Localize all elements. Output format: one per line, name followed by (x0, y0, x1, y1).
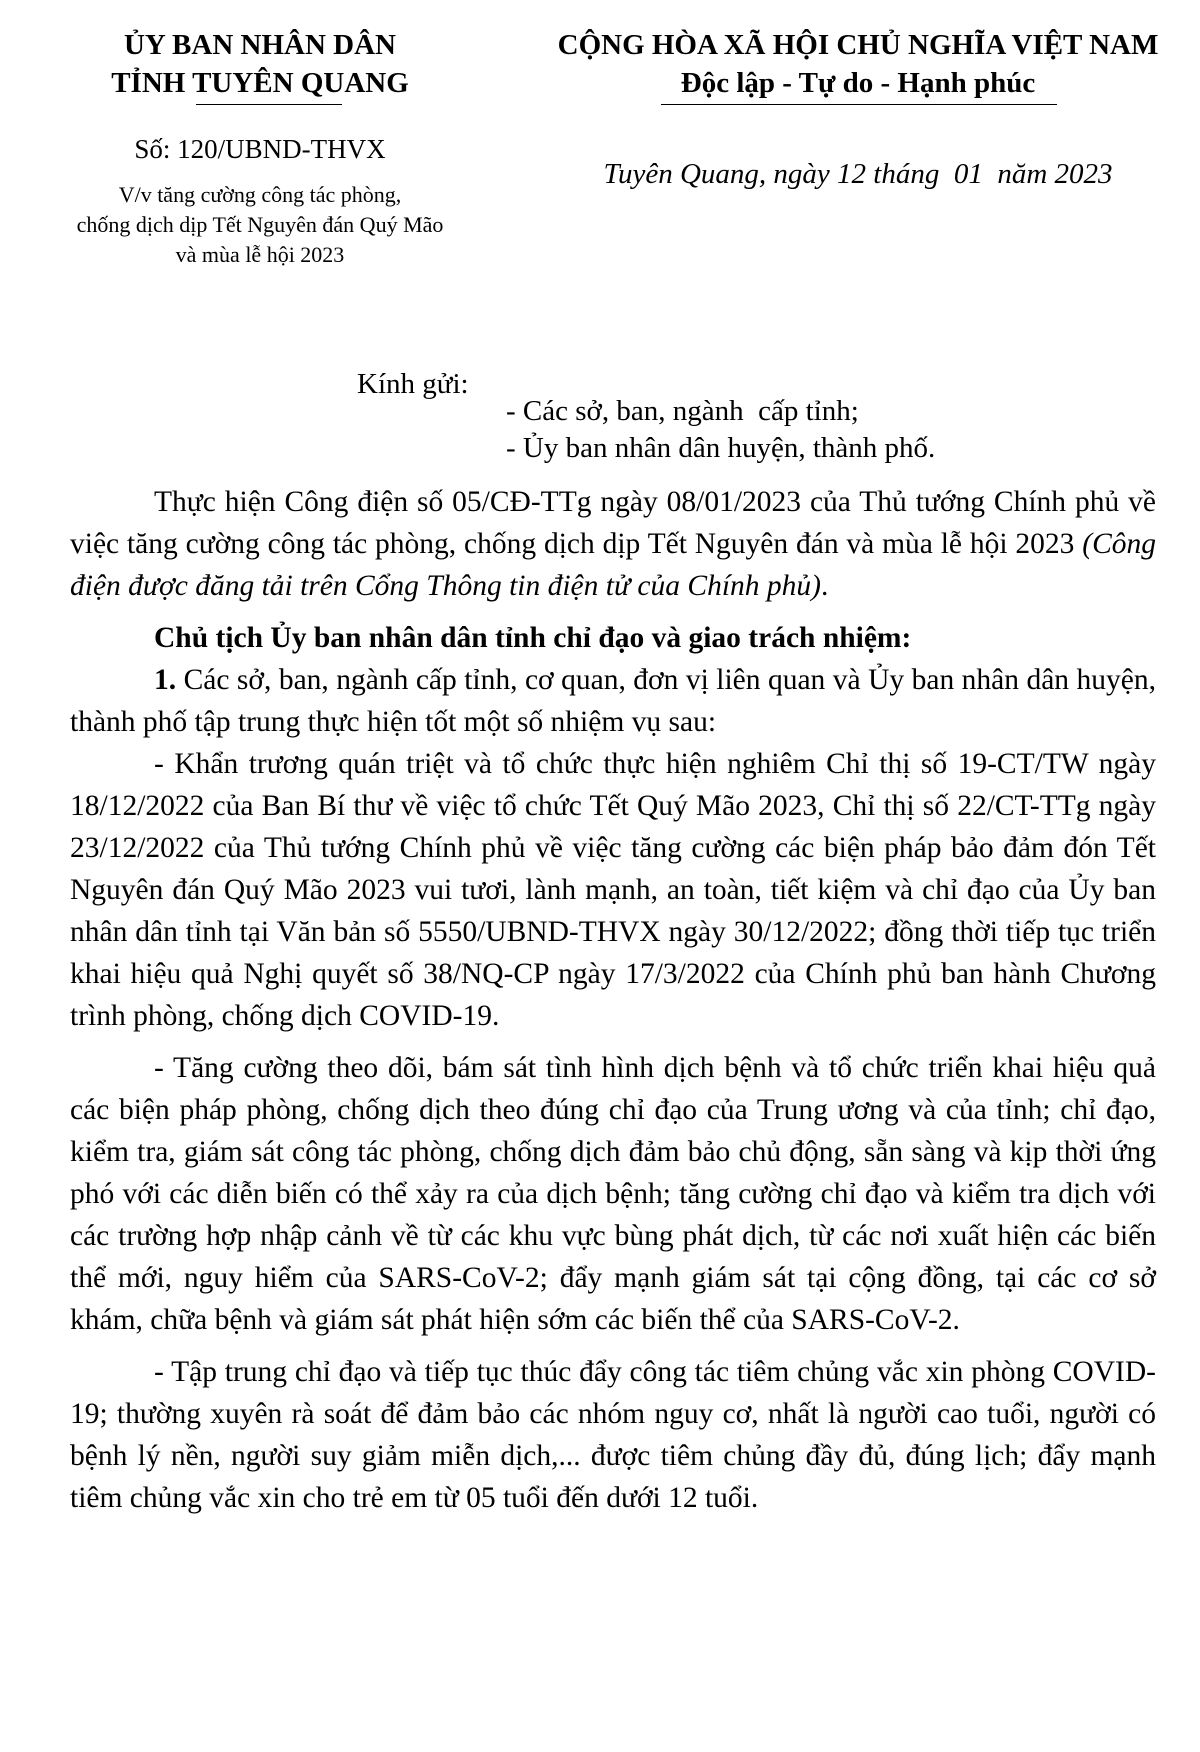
agency-name-line1: ỦY BAN NHÂN DÂN (123, 29, 396, 61)
recipients-label: Kính gửi: (357, 368, 469, 400)
document-number: Số: 120/UBND-THVX (134, 134, 386, 164)
intro-paragraph (70, 481, 1156, 607)
intro-text: Thực hiện Công điện số 05/CĐ-TTg ngày 08/01/2023 của Thủ tướng Chính phủ về việc tăng cường công tác phòng, chống dịch dịp Tết Nguyên đán và mùa lễ hội 2023 (70, 486, 1156, 560)
item-1-number: 1. (154, 664, 177, 696)
document-subject (30, 180, 490, 270)
intro-end: . (820, 570, 829, 602)
bullet-paragraph: - Tập trung chỉ đạo và tiếp tục thúc đẩy công tác tiêm chủng vắc xin phòng COVID-19; thường xuyên rà soát để đảm bảo các nhóm nguy cơ, nhất là người cao tuổi, người có bệnh lý nền, người suy giảm miễn dịch,... được tiêm chủng đầy đủ, đúng lịch; đẩy mạnh tiêm chủng vắc xin cho trẻ em từ 05 tuổi đến dưới 12 tuổi. (70, 1356, 1156, 1514)
item-1-text: Các sở, ban, ngành cấp tỉnh, cơ quan, đơn vị liên quan và Ủy ban nhân dân huyện, thành phố tập trung thực hiện tốt một số nhiệm vụ sau: (70, 664, 1156, 738)
recipient-item: - Ủy ban nhân dân huyện, thành phố. (506, 432, 936, 464)
nation-name: CỘNG HÒA XÃ HỘI CHỦ NGHĨA VIỆT NAM (557, 29, 1159, 61)
national-header (528, 26, 1188, 102)
subject-line: V/v tăng cường công tác phòng, (118, 182, 402, 207)
intro-italic-note: (Công điện được đăng tải trên Cổng Thông tin điện tử của Chính phủ) (70, 528, 1156, 602)
subject-line: và mùa lễ hội 2023 (175, 242, 345, 267)
agency-name-line2: TỈNH TUYÊN QUANG (111, 67, 409, 99)
document-body (70, 481, 1156, 1519)
motto-underline (661, 104, 1057, 105)
bullet-paragraph: - Khẩn trương quán triệt và tổ chức thực hiện nghiêm Chỉ thị số 19-CT/TW ngày 18/12/2022 của Ban Bí thư về việc tổ chức Tết Quý Mão 2023, Chỉ thị số 22/CT-TTg ngày 23/12/2022 của Thủ tướng Chính phủ về việc tăng cường các biện pháp bảo đảm đón Tết Nguyên đán Quý Mão 2023 vui tươi, lành mạnh, an toàn, tiết kiệm và chỉ đạo của Ủy ban nhân dân tỉnh tại Văn bản số 5550/UBND-THVX ngày 30/12/2022; đồng thời tiếp tục triển khai hiệu quả Nghị quyết số 38/NQ-CP ngày 17/3/2022 của Chính phủ ban hành Chương trình phòng, chống dịch COVID-19. (70, 748, 1156, 1032)
item-1-paragraph (70, 659, 1156, 743)
nation-motto: Độc lập - Tự do - Hạnh phúc (680, 67, 1036, 99)
bullet-paragraph: - Tăng cường theo dõi, bám sát tình hình dịch bệnh và tổ chức triển khai hiệu quả các biện pháp phòng, chống dịch theo đúng chỉ đạo của Trung ương và của tỉnh; chỉ đạo, kiểm tra, giám sát công tác phòng, chống dịch đảm bảo chủ động, sẵn sàng và kịp thời ứng phó với các diễn biến có thể xảy ra của dịch bệnh; tăng cường chỉ đạo và kiểm tra dịch với các trường hợp nhập cảnh về từ các khu vực bùng phát dịch, từ các nơi xuất hiện các biến thể mới, nguy hiểm của SARS-CoV-2; đẩy mạnh giám sát tại cộng đồng, tại các cơ sở khám, chữa bệnh và giám sát phát hiện sớm các biến thể của SARS-CoV-2. (70, 1052, 1156, 1336)
document-date: Tuyên Quang, ngày 12 tháng 01 năm 2023 (603, 158, 1113, 190)
issuing-agency (40, 26, 480, 102)
subject-line: chống dịch dịp Tết Nguyên đán Quý Mão (76, 212, 444, 237)
recipient-item: - Các sở, ban, ngành cấp tỉnh; (506, 395, 859, 427)
directive-heading: Chủ tịch Ủy ban nhân dân tỉnh chỉ đạo và giao trách nhiệm: (154, 622, 912, 654)
agency-underline (196, 104, 342, 105)
